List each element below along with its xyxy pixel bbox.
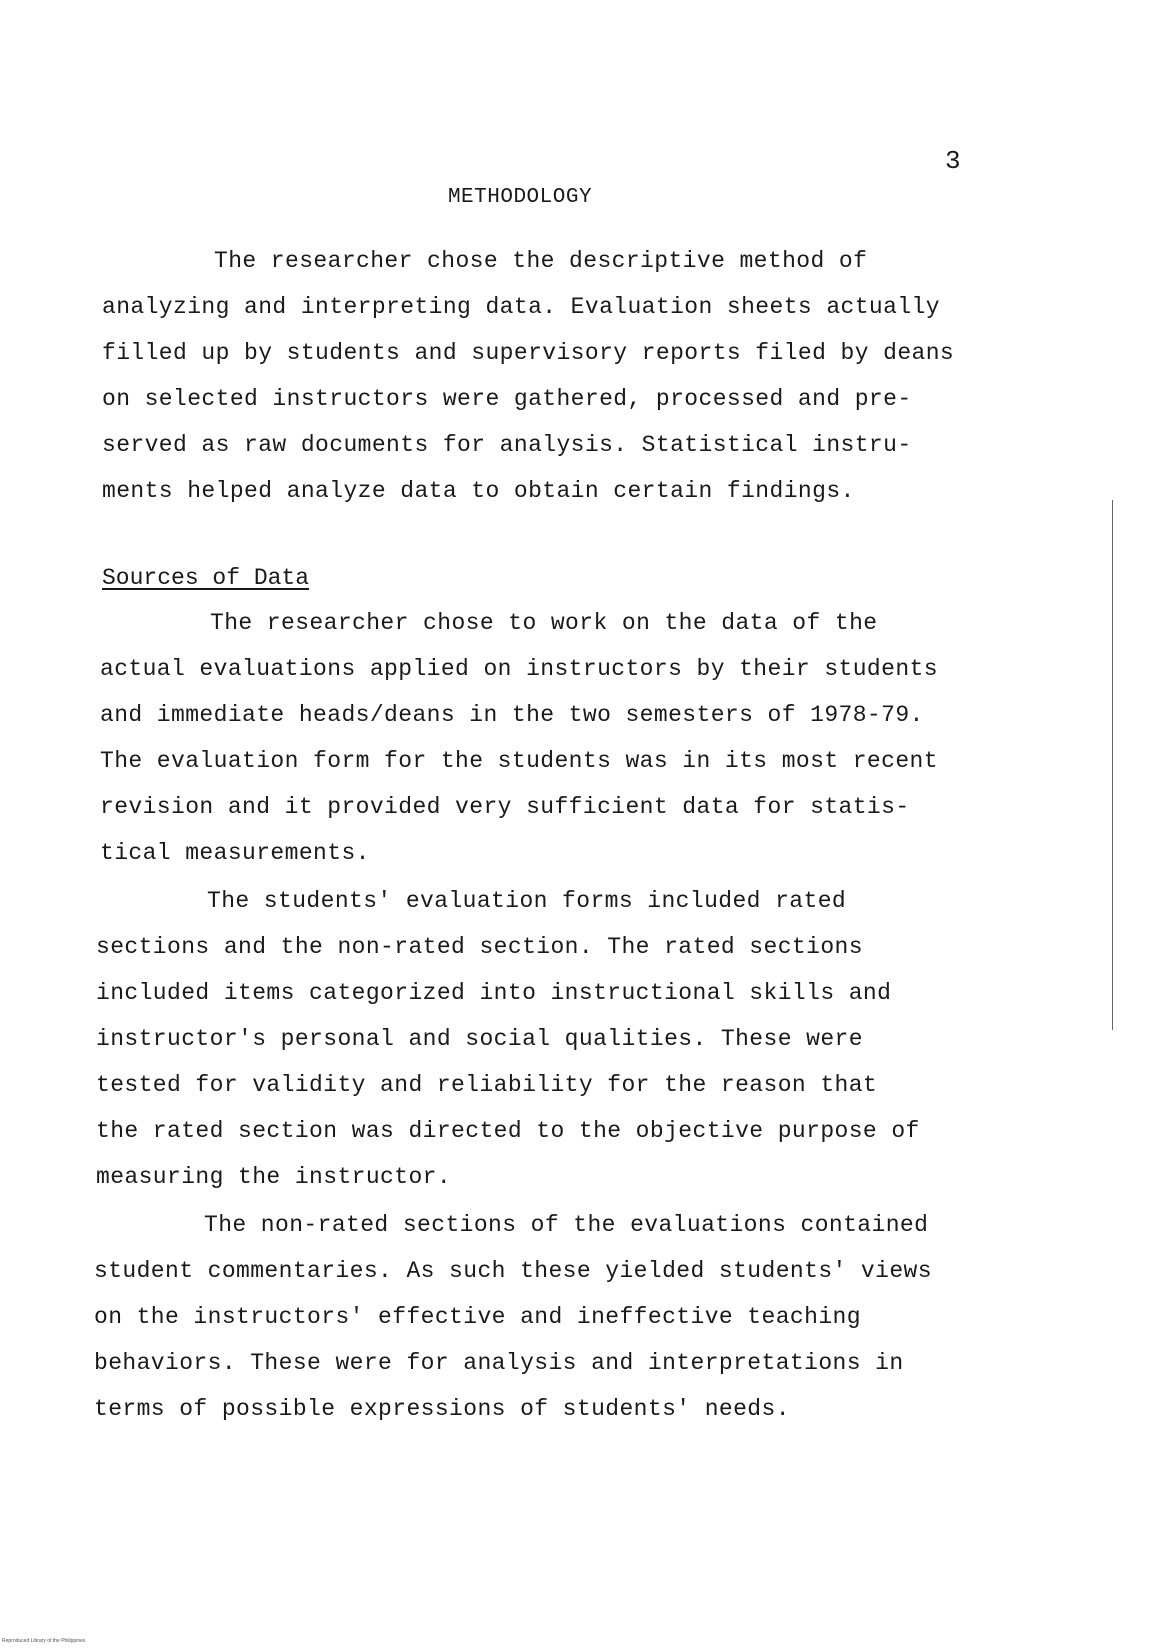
intro-line: analyzing and interpreting data. Evaluation sheets actually [102,294,940,320]
paragraph-line: The non-rated sections of the evaluations contained [204,1212,929,1238]
paragraph-line: measuring the instructor. [96,1164,452,1190]
paragraph-line: actual evaluations applied on instructors by their students [100,656,938,682]
archive-footer-stamp: Reproduced Library of the Philippines [2,1638,86,1644]
intro-line: filled up by students and supervisory reports filed by deans [102,340,955,366]
intro-line: served as raw documents for analysis. Statistical instru- [102,432,912,458]
paragraph-line: The researcher chose to work on the data of the [210,610,878,636]
page-title: METHODOLOGY [447,186,593,209]
intro-line: ments helped analyze data to obtain certain findings. [102,478,855,504]
paragraph-line: tical measurements. [100,840,370,866]
paragraph-line: behaviors. These were for analysis and interpretations in [94,1350,904,1376]
paragraph-line: terms of possible expressions of students' needs. [94,1396,790,1422]
paragraph-line: revision and it provided very sufficient data for statis- [100,794,910,820]
paragraph-line: instructor's personal and social qualities. These were [96,1026,863,1052]
page-number: 3 [945,146,961,176]
section-heading-sources-of-data: Sources of Data [102,565,310,591]
paragraph-line: The students' evaluation forms included rated [207,888,847,914]
paragraph-line: and immediate heads/deans in the two semesters of 1978-79. [100,702,924,728]
intro-line: The researcher chose the descriptive method of [214,248,868,274]
scan-margin-line [1112,500,1113,1030]
paragraph-line: the rated section was directed to the objective purpose of [96,1118,920,1144]
paragraph-line: on the instructors' effective and ineffective teaching [94,1304,861,1330]
paragraph-line: student commentaries. As such these yielded students' views [94,1258,932,1284]
paragraph-line: sections and the non-rated section. The rated sections [96,934,863,960]
paragraph-line: included items categorized into instructional skills and [96,980,892,1006]
intro-line: on selected instructors were gathered, processed and pre- [102,386,912,412]
paragraph-line: tested for validity and reliability for the reason that [96,1072,878,1098]
paragraph-line: The evaluation form for the students was in its most recent [100,748,938,774]
